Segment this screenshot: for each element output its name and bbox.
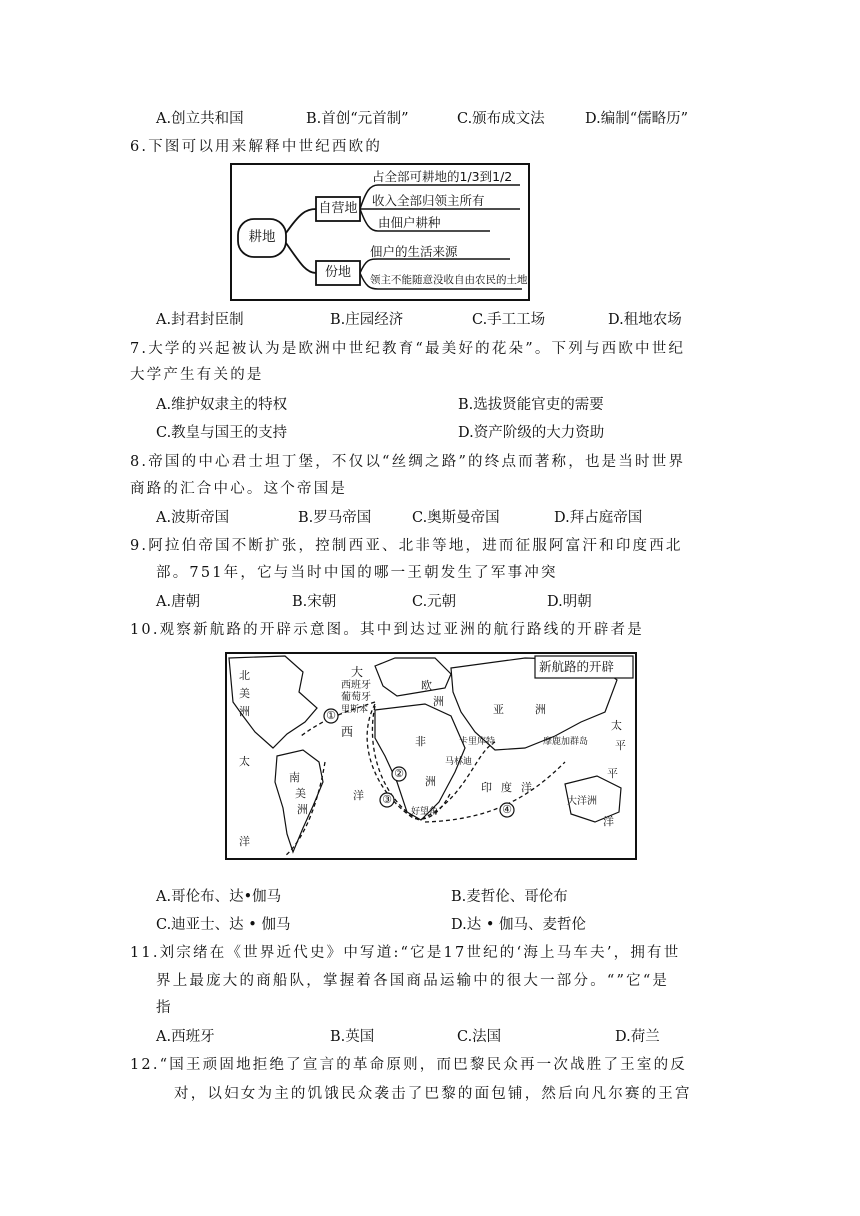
map-label: 太	[611, 719, 622, 732]
new-sea-routes-map	[225, 652, 637, 860]
q7-stem-line2: 大学产生有关的是	[130, 367, 264, 383]
map-label: 平	[615, 739, 626, 752]
map-label: 大	[351, 665, 364, 679]
q9-option-d: D.明朝	[547, 594, 592, 610]
q8-stem-line2: 商路的汇合中心。这个帝国是	[130, 481, 348, 497]
q12-stem-line1: 12.“国王顽固地拒绝了宣言的革命原则，而巴黎民众再一次战胜了王室的反	[130, 1057, 687, 1073]
map-label: 葡萄牙	[341, 692, 371, 703]
q9-stem-line1: 9.阿拉伯帝国不断扩张，控制西亚、北非等地，进而征服阿富汗和印度西北	[130, 538, 683, 554]
q11-stem-line1: 11.刘宗绪在《世界近代史》中写道:“它是17世纪的‘海上马车夫’，拥有世	[130, 945, 681, 961]
q10-option-b: B.麦哲伦、哥伦布	[451, 889, 568, 905]
route-number: ③	[382, 793, 392, 806]
q11-stem-line3: 指	[156, 1000, 171, 1016]
map-label: 洲	[297, 803, 308, 816]
q10-option-a: A.哥伦布、达•伽马	[156, 889, 282, 905]
diagram-branch1-item: 由佃户耕种	[378, 215, 441, 230]
diagram-branch1-label: 自营地	[318, 201, 358, 216]
manor-land-diagram	[230, 163, 530, 301]
q9-stem-line2: 部。751年，它与当时中国的哪一王朝发生了军事冲突	[156, 565, 558, 581]
map-label: 太	[239, 755, 250, 768]
q11-option-a: A.西班牙	[156, 1029, 215, 1045]
q11-stem-line2: 界上最庞大的商船队，掌握着各国商品运输中的很大一部分。“”它“是	[156, 973, 670, 989]
map-label: 非	[415, 735, 426, 748]
map-label: 洲	[535, 703, 546, 716]
q7-option-c: C.教皇与国王的支持	[156, 425, 288, 441]
diagram-root-label: 耕地	[248, 229, 276, 245]
map-label: 洲	[433, 695, 444, 708]
q7-stem-line1: 7.大学的兴起被认为是欧洲中世纪教育“最美好的花朵”。下列与西欧中世纪	[130, 341, 686, 357]
q6-stem: 6.下图可以用来解释中世纪西欧的	[130, 139, 383, 155]
q6-option-d: D.租地农场	[608, 312, 682, 328]
map-label: 平	[607, 767, 618, 780]
q9-option-b: B.宋朝	[292, 594, 337, 610]
route-number: ④	[502, 803, 512, 816]
map-label: 洋	[603, 815, 614, 828]
q9-option-a: A.唐朝	[156, 594, 201, 610]
q8-option-b: B.罗马帝国	[298, 510, 372, 526]
map-label: 印	[481, 781, 492, 794]
map-label: 度	[501, 781, 512, 794]
q9-option-c: C.元朝	[412, 594, 457, 610]
q7-option-a: A.维护奴隶主的特权	[156, 397, 288, 413]
map-label: 大洋洲	[567, 796, 597, 807]
map-title: 新航路的开辟	[539, 659, 615, 674]
q6-option-c: C.手工工场	[472, 312, 546, 328]
map-label: 南	[289, 771, 300, 784]
q8-option-a: A.波斯帝国	[156, 510, 230, 526]
q7-option-d: D.资产阶级的大力资助	[458, 425, 605, 441]
map-label: 洲	[425, 775, 436, 788]
q11-option-d: D.荷兰	[615, 1029, 660, 1045]
diagram-branch1-item: 占全部可耕地的1/3到1/2	[372, 169, 513, 184]
q10-stem: 10.观察新航路的开辟示意图。其中到达过亚洲的航行路线的开辟者是	[130, 622, 644, 638]
map-label: 好望角	[411, 807, 439, 817]
map-label: 洲	[239, 705, 250, 718]
q8-stem-line1: 8.帝国的中心君士坦丁堡，不仅以“丝绸之路”的终点而著称，也是当时世界	[130, 454, 686, 470]
q11-option-b: B.英国	[330, 1029, 375, 1045]
map-label: 西班牙	[341, 680, 371, 691]
q10-option-d: D.达 • 伽马、麦哲伦	[451, 917, 586, 933]
q6-option-a: A.封君封臣制	[156, 312, 244, 328]
map-label: 摩鹿加群岛	[543, 737, 589, 747]
q5-option-a: A.创立共和国	[156, 111, 244, 127]
map-label: 美	[295, 787, 306, 800]
q8-option-d: D.拜占庭帝国	[554, 510, 643, 526]
diagram-branch1-item: 收入全部归领主所有	[372, 193, 485, 208]
map-label: 亚	[493, 703, 504, 716]
map-label: 洋	[521, 781, 532, 794]
map-label: 洋	[239, 835, 250, 848]
q12-stem-line2: 对，以妇女为主的饥饿民众袭击了巴黎的面包铺，然后向凡尔赛的王宫	[174, 1086, 692, 1102]
q5-option-b: B.首创“元首制”	[306, 111, 409, 127]
map-label: 西	[341, 725, 354, 739]
diagram-branch2-item: 佃户的生活来源	[370, 244, 458, 259]
map-label: 欧	[421, 679, 432, 692]
map-label: 北	[239, 669, 250, 682]
q5-option-d: D.编制“儒略历”	[585, 111, 689, 127]
q11-option-c: C.法国	[457, 1029, 502, 1045]
route-number: ②	[394, 767, 404, 780]
map-label: 马林迪	[445, 757, 473, 767]
map-label: 洋	[353, 789, 364, 802]
q10-option-c: C.迪亚士、达 • 伽马	[156, 917, 291, 933]
diagram-branch2-item: 领主不能随意没收自由农民的土地	[370, 274, 528, 286]
map-label: 卡里库特	[459, 737, 496, 747]
route-number: ①	[326, 709, 336, 722]
diagram-branch2-label: 份地	[324, 265, 351, 280]
q6-option-b: B.庄园经济	[330, 312, 404, 328]
q8-option-c: C.奥斯曼帝国	[412, 510, 500, 526]
map-label: 美	[239, 687, 250, 700]
q5-option-c: C.颁布成文法	[457, 111, 545, 127]
map-label: 里斯本	[341, 705, 369, 715]
q7-option-b: B.选拔贤能官吏的需要	[458, 397, 604, 413]
